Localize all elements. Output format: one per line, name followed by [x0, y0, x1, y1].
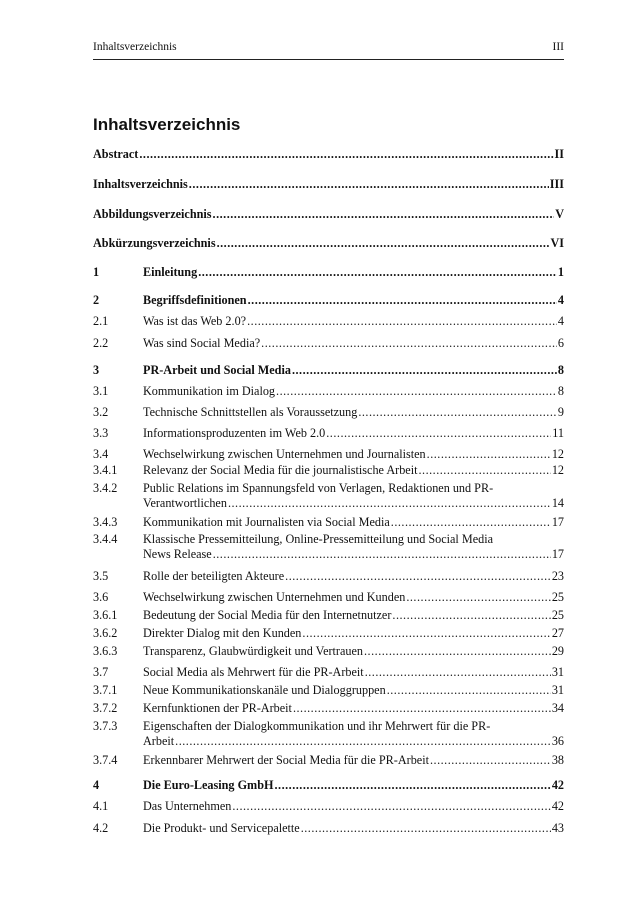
dot-leader [326, 426, 551, 441]
toc-entry-number: 3.7.2 [93, 701, 118, 715]
toc-entry-number: 3.2 [93, 405, 109, 419]
toc-entry-title: Neue Kommunikationskanäle und Dialoggruppen [143, 683, 386, 697]
toc-entry-page: 9 [557, 405, 564, 419]
toc-entry-page: 25 [551, 608, 564, 622]
toc-entry-title: Abkürzungsverzeichnis [93, 236, 216, 250]
toc-entry[interactable] [93, 363, 564, 378]
toc-entry-title: Verantwortlichen [143, 496, 227, 510]
toc-entry-title: Die Produkt- und Servicepalette [143, 821, 300, 835]
toc-entry-page: 31 [551, 683, 564, 697]
toc-entry-page: 42 [551, 799, 564, 813]
toc-entry-title: Was sind Social Media? [143, 336, 261, 350]
toc-entry-title: Das Unternehmen [143, 799, 232, 813]
toc-entry-number: 4.1 [93, 799, 109, 813]
toc-entry[interactable] [93, 447, 564, 462]
toc-entry[interactable] [93, 644, 564, 659]
toc-entry[interactable] [93, 463, 564, 478]
toc-entry[interactable] [93, 293, 564, 308]
toc-entry-title: Einleitung [143, 265, 198, 279]
toc-entry[interactable] [93, 515, 564, 530]
toc-entry-number: 3.5 [93, 569, 109, 583]
toc-entry-page: 12 [551, 463, 564, 477]
toc-entry-title: Kernfunktionen der PR-Arbeit [143, 701, 292, 715]
dot-leader [175, 734, 551, 749]
toc-entry[interactable] [93, 626, 564, 641]
toc-entry-title: Wechselwirkung zwischen Unternehmen und Kunden [143, 590, 406, 604]
toc-entry-title: Was ist das Web 2.0? [143, 314, 247, 328]
toc-entry-number: 2 [93, 293, 100, 307]
toc-entry[interactable] [93, 147, 564, 162]
toc-entry-page: 12 [551, 447, 564, 461]
toc-entry[interactable] [93, 683, 564, 698]
toc-entry-page: 29 [551, 644, 564, 658]
toc-entry[interactable] [93, 177, 564, 192]
toc-entry[interactable] [93, 384, 564, 399]
page-header [93, 39, 564, 60]
toc-entry-number: 3.4 [93, 447, 109, 461]
toc-entry-page: 4 [557, 314, 564, 328]
toc-entry-page: 8 [557, 363, 564, 377]
dot-leader [274, 778, 550, 793]
toc-entry[interactable] [93, 701, 564, 716]
toc-entry[interactable] [93, 532, 564, 562]
toc-entry-title: Technische Schnittstellen als Voraussetzung [143, 405, 358, 419]
dot-leader [358, 405, 557, 420]
toc-entry-title: Direkter Dialog mit den Kunden [143, 626, 302, 640]
dot-leader [232, 799, 550, 814]
toc-entry[interactable] [93, 236, 564, 251]
toc-entry-title: Wechselwirkung zwischen Unternehmen und Journalisten [143, 447, 426, 461]
dot-leader [430, 753, 551, 768]
toc-entry-title: Abstract [93, 147, 139, 161]
toc-entry-number: 3.4.1 [93, 463, 118, 477]
dot-leader [302, 626, 550, 641]
toc-entry-number: 2.1 [93, 314, 109, 328]
toc-entry-page: 14 [551, 496, 564, 510]
dot-leader [387, 683, 551, 698]
toc-entry-title: Bedeutung der Social Media für den Internetnutzer [143, 608, 392, 622]
dot-leader [139, 147, 553, 162]
toc-entry-title: Public Relations im Spannungsfeld von Verlagen, Redaktionen und PR- [143, 481, 494, 495]
toc-entry-page: III [549, 177, 564, 191]
toc-entry-title: Social Media als Mehrwert für die PR-Arbeit [143, 665, 364, 679]
dot-leader [392, 608, 550, 623]
toc-entry-number: 3.7 [93, 665, 109, 679]
toc-entry-page: 17 [551, 547, 564, 561]
dot-leader [228, 496, 551, 511]
toc-entry-title: Abbildungsverzeichnis [93, 207, 212, 221]
toc-entry-page: 6 [557, 336, 564, 350]
toc-entry[interactable] [93, 778, 564, 793]
toc-entry-number: 2.2 [93, 336, 109, 350]
toc-entry[interactable] [93, 590, 564, 605]
dot-leader [248, 293, 557, 308]
toc-entry-title: Informationsproduzenten im Web 2.0 [143, 426, 326, 440]
dot-leader [247, 314, 557, 329]
toc-entry-title: Rolle der beteiligten Akteure [143, 569, 285, 583]
toc-entry-page: 17 [551, 515, 564, 529]
toc-entry-page: 23 [551, 569, 564, 583]
toc-entry[interactable] [93, 799, 564, 814]
toc-entry-page: 34 [551, 701, 564, 715]
toc-entry-number: 4.2 [93, 821, 109, 835]
dot-leader [189, 177, 549, 192]
toc-entry-title: Transparenz, Glaubwürdigkeit und Vertrauen [143, 644, 363, 658]
dot-leader [276, 384, 557, 399]
toc-entry-number: 3.7.3 [93, 719, 118, 733]
toc-entry[interactable] [93, 569, 564, 584]
toc-entry[interactable] [93, 207, 564, 222]
dot-leader [213, 207, 555, 222]
toc-entry-number: 3.4.3 [93, 515, 118, 529]
toc-entry-title: Erkennbarer Mehrwert der Social Media für die PR-Arbeit [143, 753, 429, 767]
toc-entry-title: Inhaltsverzeichnis [93, 177, 188, 191]
toc-entry[interactable] [93, 665, 564, 680]
toc-entry-page: 1 [557, 265, 564, 279]
toc-entry[interactable] [93, 821, 564, 836]
toc-entry[interactable] [93, 336, 564, 351]
toc-entry-page: 27 [551, 626, 564, 640]
toc-entry-number: 3.6.2 [93, 626, 118, 640]
toc-entry-page: 25 [551, 590, 564, 604]
toc-entry-number: 4 [93, 778, 100, 792]
toc-entry-number: 3.7.4 [93, 753, 118, 767]
dot-leader [418, 463, 550, 478]
page-number: III [552, 41, 564, 53]
toc-entry-number: 3.4.4 [93, 532, 118, 546]
toc-entry-page: V [555, 207, 564, 221]
toc-entry-title: News Release [143, 547, 212, 561]
toc-entry-page: 38 [551, 753, 564, 767]
toc-entry-page: 8 [557, 384, 564, 398]
toc-entry-page: 4 [557, 293, 564, 307]
toc-entry-title: Kommunikation mit Journalisten via Social Media [143, 515, 390, 529]
toc-entry-page: II [554, 147, 564, 161]
toc-entry-number: 3.6.3 [93, 644, 118, 658]
toc-entry-title: Relevanz der Social Media für die journalistische Arbeit [143, 463, 418, 477]
dot-leader [292, 363, 557, 378]
dot-leader [406, 590, 550, 605]
toc-entry-page: 36 [551, 734, 564, 748]
toc-entry[interactable] [93, 265, 564, 280]
dot-leader [365, 665, 551, 680]
dot-leader [285, 569, 551, 584]
toc-entry-title: Klassische Pressemitteilung, Online-Pressemitteilung und Social Media [143, 532, 493, 546]
toc-entry[interactable] [93, 608, 564, 623]
toc-entry-page: 42 [551, 778, 564, 792]
toc-entry[interactable] [93, 719, 564, 749]
toc-entry[interactable] [93, 405, 564, 420]
toc-entry-number: 3.6.1 [93, 608, 118, 622]
toc-entry-title: Die Euro-Leasing GmbH [143, 778, 274, 792]
toc-entry-number: 1 [93, 265, 100, 279]
dot-leader [217, 236, 550, 251]
header-title: Inhaltsverzeichnis [93, 41, 177, 53]
dot-leader [391, 515, 551, 530]
toc-entry[interactable] [93, 481, 564, 511]
toc-entry-title: PR-Arbeit und Social Media [143, 363, 291, 377]
dot-leader [198, 265, 557, 280]
dot-leader [364, 644, 551, 659]
toc-entry-page: 11 [552, 426, 564, 440]
toc-entry-number: 3.4.2 [93, 481, 118, 495]
toc-entry-number: 3.3 [93, 426, 109, 440]
toc-entry-number: 3.1 [93, 384, 109, 398]
toc-entry[interactable] [93, 314, 564, 329]
toc-entry-title: Begriffsdefinitionen [143, 293, 247, 307]
dot-leader [427, 447, 551, 462]
dot-leader [213, 547, 551, 562]
toc-entry-number: 3.7.1 [93, 683, 118, 697]
toc-entry-title: Eigenschaften der Dialogkommunikation und ihr Mehrwert für die PR- [143, 719, 491, 733]
dot-leader [301, 821, 551, 836]
toc-entry-page: VI [550, 236, 564, 250]
toc-entry-page: 43 [551, 821, 564, 835]
dot-leader [261, 336, 557, 351]
toc-entry-number: 3 [93, 363, 100, 377]
toc-entry-title: Kommunikation im Dialog [143, 384, 276, 398]
toc-entry[interactable] [93, 753, 564, 768]
page-title: Inhaltsverzeichnis [93, 115, 241, 134]
toc-entry-number: 3.6 [93, 590, 109, 604]
dot-leader [293, 701, 551, 716]
toc-entry[interactable] [93, 426, 564, 441]
toc-entry-title: Arbeit [143, 734, 175, 748]
toc-entry-page: 31 [551, 665, 564, 679]
